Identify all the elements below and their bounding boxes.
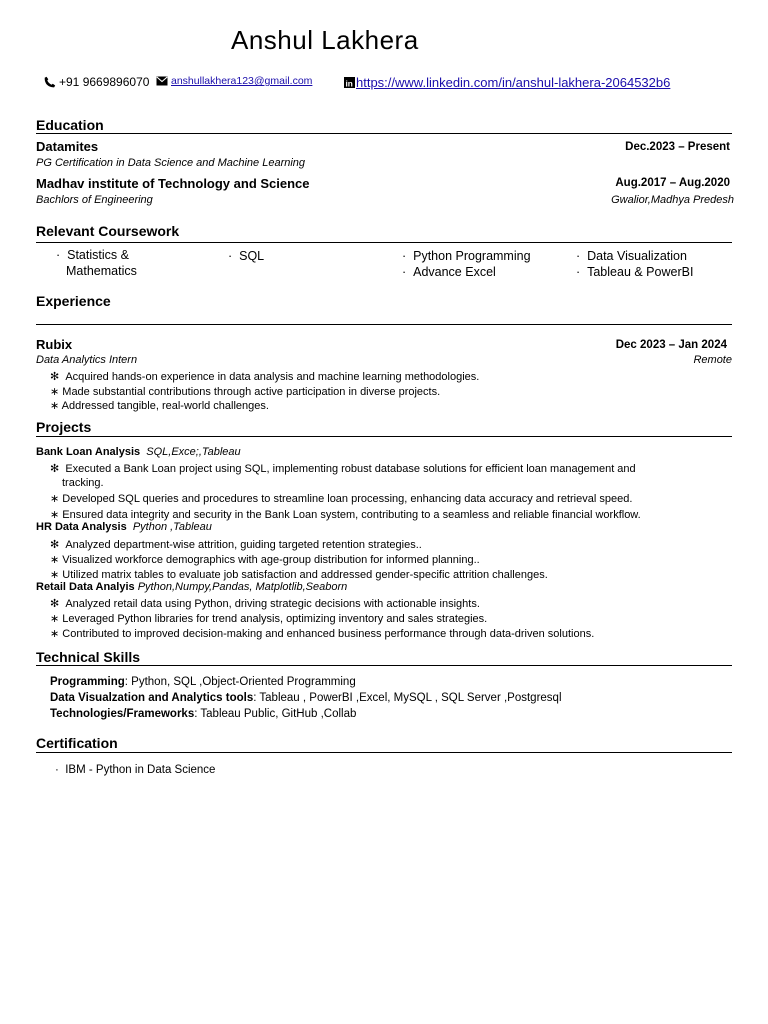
phone-number: +91 9669896070: [59, 75, 150, 89]
education-detail: PG Certification in Data Science and Machine Learning: [36, 157, 306, 169]
resume-name: Anshul Lakhera: [231, 25, 419, 55]
skill-row: Technologies/Frameworks: Tableau Public, GitHub ,Collab: [50, 708, 357, 720]
list-item: · Python Programming: [402, 249, 531, 263]
linkedin-contact[interactable]: [344, 75, 670, 90]
section-divider: [36, 665, 732, 666]
project-title: HR Data Analysis Python ,Tableau: [36, 521, 212, 533]
list-item-continued: Mathematics: [66, 264, 137, 278]
bullet-item: ✻ Acquired hands-on experience in data analysis and machine learning methodologies.: [50, 371, 480, 383]
email-link[interactable]: anshullakhera123@gmail.com: [171, 75, 313, 87]
list-item: · IBM - Python in Data Science: [55, 764, 216, 776]
list-item: · Statistics &: [56, 248, 129, 262]
experience-role: Data Analytics Intern: [36, 354, 138, 366]
bullet-item-continued: tracking.: [62, 477, 104, 489]
bullet-item: ✻ Analyzed department-wise attrition, guiding targeted retention strategies..: [50, 539, 422, 551]
phone-contact: [44, 75, 149, 89]
bullet-item: ∗ Utilized matrix tables to evaluate job satisfaction and addressed gender-specific attrition challenges.: [50, 569, 548, 581]
bullet-item: ∗ Contributed to improved decision-making and enhanced business performance through data-driven solutions.: [50, 628, 595, 640]
svg-text:in: in: [345, 79, 353, 88]
section-divider: [36, 324, 732, 325]
education-org: Datamites: [36, 139, 99, 154]
skill-row: Data Visualzation and Analytics tools: Tableau , PowerBI ,Excel, MySQL , SQL Server ,Postgresql: [50, 692, 562, 704]
section-divider: [36, 436, 732, 437]
bullet-item: ∗ Ensured data integrity and security in the Bank Loan system, contributing to a seamless and reliable financial workflow.: [50, 509, 641, 521]
section-title-skills: Technical Skills: [36, 649, 141, 665]
list-item: · Advance Excel: [402, 265, 496, 279]
section-divider: [36, 752, 732, 753]
linkedin-link[interactable]: https://www.linkedin.com/in/anshul-lakhera-2064532b6: [356, 75, 671, 90]
project-title: Bank Loan Analysis SQL,Exce;,Tableau: [36, 446, 241, 458]
section-title-education: Education: [36, 117, 104, 133]
education-detail: Bachlors of Engineering: [36, 194, 153, 206]
email-contact[interactable]: [156, 75, 312, 87]
bullet-item: ∗ Developed SQL queries and procedures to streamline loan processing, enhancing data accuracy and retrieval speed.: [50, 493, 633, 505]
section-divider: [36, 242, 732, 243]
experience-date: Dec 2023 – Jan 2024: [615, 339, 727, 351]
linkedin-icon: [344, 77, 355, 88]
list-item: · Tableau & PowerBI: [576, 265, 694, 279]
section-title-experience: Experience: [36, 293, 111, 309]
bullet-item: ✻ Analyzed retail data using Python, driving strategic decisions with actionable insights.: [50, 598, 480, 610]
education-date: Dec.2023 – Present: [625, 141, 730, 153]
section-divider: [36, 133, 732, 134]
experience-location: Remote: [693, 354, 732, 366]
experience-org: Rubix: [36, 337, 73, 352]
section-title-certification: Certification: [36, 735, 118, 751]
bullet-item: ∗ Leveraged Python libraries for trend analysis, optimizing inventory and sales strategies.: [50, 613, 488, 625]
education-org: Madhav institute of Technology and Science: [36, 176, 310, 191]
bullet-item: ✻ Executed a Bank Loan project using SQL, implementing robust database solutions for efficient loan management and: [50, 463, 636, 475]
phone-icon: [44, 76, 56, 88]
list-item: · Data Visualization: [576, 249, 687, 263]
education-location: Gwalior,Madhya Predesh: [611, 194, 734, 206]
education-date: Aug.2017 – Aug.2020: [615, 177, 730, 189]
section-title-coursework: Relevant Coursework: [36, 223, 180, 239]
project-title: Retail Data Analyis Python,Numpy,Pandas, Matplotlib,Seaborn: [36, 581, 348, 593]
section-title-projects: Projects: [36, 419, 92, 435]
bullet-item: ∗ Addressed tangible, real-world challenges.: [50, 400, 269, 412]
envelope-icon: [156, 76, 168, 86]
skill-row: Programming: Python, SQL ,Object-Oriented Programming: [50, 676, 356, 688]
list-item: · SQL: [228, 249, 265, 263]
bullet-item: ∗ Visualized workforce demographics with age-group distribution for informed planning..: [50, 554, 480, 566]
bullet-item: ∗ Made substantial contributions through active participation in diverse projects.: [50, 386, 441, 398]
